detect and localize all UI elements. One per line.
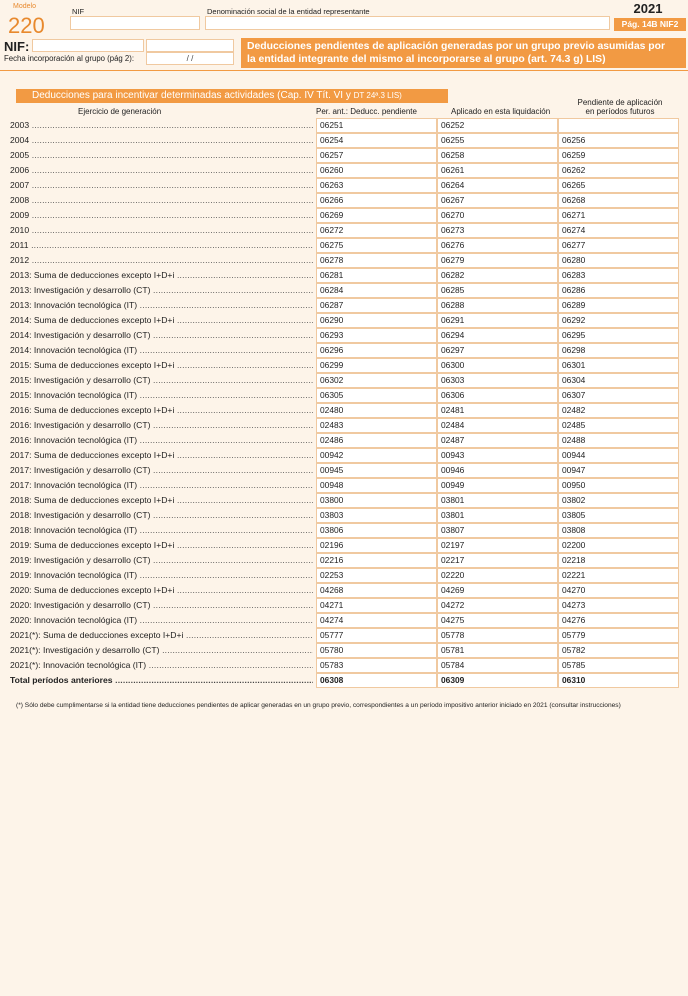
col-header-ejercicio: Ejercicio de generación xyxy=(78,107,162,116)
aplicado-cell[interactable]: 06273 xyxy=(437,223,558,238)
row-label: 2010 ..... xyxy=(10,223,313,238)
aplicado-cell[interactable]: 06276 xyxy=(437,238,558,253)
per-ant-cell[interactable]: 03800 xyxy=(316,493,437,508)
aplicado-cell[interactable]: 06300 xyxy=(437,358,558,373)
pendiente-cell[interactable]: 05779 xyxy=(558,628,679,643)
table-row xyxy=(10,478,679,493)
aplicado-cell[interactable]: 00946 xyxy=(437,463,558,478)
per-ant-cell[interactable]: 06254 xyxy=(316,133,437,148)
aplicado-cell[interactable]: 06279 xyxy=(437,253,558,268)
pendiente-cell[interactable] xyxy=(558,118,679,133)
aplicado-cell[interactable]: 04275 xyxy=(437,613,558,628)
pendiente-cell[interactable]: 06304 xyxy=(558,373,679,388)
pendiente-cell[interactable]: 02488 xyxy=(558,433,679,448)
pendiente-cell[interactable]: 03802 xyxy=(558,493,679,508)
row-label: 2021(*): Investigación y desarrollo (CT) ..... xyxy=(10,643,313,658)
page-label: Pág. 14B NIF2 xyxy=(614,18,686,31)
aplicado-cell[interactable]: 06309 xyxy=(437,673,558,688)
pendiente-cell[interactable]: 00944 xyxy=(558,448,679,463)
per-ant-cell[interactable]: 02253 xyxy=(316,568,437,583)
row-label: 2006 ..... xyxy=(10,163,313,178)
table-row xyxy=(10,358,679,373)
per-ant-cell[interactable]: 02486 xyxy=(316,433,437,448)
row-label: 2017: Investigación y desarrollo (CT) ..... xyxy=(10,463,313,478)
aplicado-cell[interactable]: 06285 xyxy=(437,283,558,298)
table-row xyxy=(10,418,679,433)
aplicado-cell[interactable]: 02487 xyxy=(437,433,558,448)
nif-field-extra[interactable] xyxy=(146,39,234,52)
table-row xyxy=(10,508,679,523)
pendiente-cell[interactable]: 05782 xyxy=(558,643,679,658)
row-label: 2015: Investigación y desarrollo (CT) ..... xyxy=(10,373,313,388)
modelo-number: 220 xyxy=(8,13,45,38)
pendiente-cell[interactable]: 02485 xyxy=(558,418,679,433)
table-row xyxy=(10,313,679,328)
nif-label: NIF: xyxy=(4,39,30,54)
fecha-label: Fecha incorporación al grupo (pág 2): xyxy=(4,54,135,63)
row-label: 2017: Innovación tecnológica (IT) ..... xyxy=(10,478,313,493)
pendiente-cell[interactable]: 03808 xyxy=(558,523,679,538)
pendiente-cell[interactable]: 06298 xyxy=(558,343,679,358)
table-row xyxy=(10,448,679,463)
table-row xyxy=(10,223,679,238)
per-ant-cell[interactable]: 03803 xyxy=(316,508,437,523)
table-row xyxy=(10,628,679,643)
modelo-label: Modelo xyxy=(13,3,36,10)
table-row xyxy=(10,148,679,163)
aplicado-cell[interactable]: 05784 xyxy=(437,658,558,673)
row-label: 2003 ..... xyxy=(10,118,313,133)
table-row xyxy=(10,523,679,538)
col-header-aplicado: Aplicado en esta liquidación xyxy=(451,107,551,116)
per-ant-cell[interactable]: 04271 xyxy=(316,598,437,613)
per-ant-cell[interactable]: 06251 xyxy=(316,118,437,133)
per-ant-cell[interactable]: 06272 xyxy=(316,223,437,238)
aplicado-cell[interactable]: 06258 xyxy=(437,148,558,163)
table-row xyxy=(10,658,679,673)
pendiente-cell[interactable]: 06256 xyxy=(558,133,679,148)
per-ant-cell[interactable]: 06257 xyxy=(316,148,437,163)
row-label: 2018: Innovación tecnológica (IT) ..... xyxy=(10,523,313,538)
total-row xyxy=(10,673,679,688)
table-row xyxy=(10,178,679,193)
row-label: 2005 ..... xyxy=(10,148,313,163)
year: 2021 xyxy=(633,1,663,16)
pendiente-cell[interactable]: 02218 xyxy=(558,553,679,568)
per-ant-cell[interactable]: 02196 xyxy=(316,538,437,553)
aplicado-cell[interactable]: 06288 xyxy=(437,298,558,313)
pendiente-cell[interactable]: 04270 xyxy=(558,583,679,598)
table-row xyxy=(10,133,679,148)
pendiente-cell[interactable]: 05785 xyxy=(558,658,679,673)
per-ant-cell[interactable]: 06296 xyxy=(316,343,437,358)
per-ant-cell[interactable]: 05780 xyxy=(316,643,437,658)
table-row xyxy=(10,598,679,613)
pendiente-cell[interactable]: 03805 xyxy=(558,508,679,523)
title-line-1: Deducciones pendientes de aplicación generadas por un grupo previo asumidas por xyxy=(247,41,666,52)
per-ant-cell[interactable]: 02480 xyxy=(316,403,437,418)
aplicado-cell[interactable]: 06282 xyxy=(437,268,558,283)
nif-small-label: NIF xyxy=(72,7,85,16)
pendiente-cell[interactable]: 02200 xyxy=(558,538,679,553)
row-label: 2011 ..... xyxy=(10,238,313,253)
footnote: (*) Sólo debe cumplimentarse si la entidad tiene deducciones pendientes de aplicar generadas en un grupo previo, correspondientes a un período impositivo anterior iniciado en 2021 (consultar instrucciones) xyxy=(16,702,621,709)
row-label: 2009 ..... xyxy=(10,208,313,223)
row-label: 2019: Investigación y desarrollo (CT) ..... xyxy=(10,553,313,568)
per-ant-cell[interactable]: 05777 xyxy=(316,628,437,643)
aplicado-cell[interactable]: 06264 xyxy=(437,178,558,193)
table-row xyxy=(10,283,679,298)
per-ant-cell[interactable]: 05783 xyxy=(316,658,437,673)
aplicado-cell[interactable]: 02217 xyxy=(437,553,558,568)
row-label: 2018: Suma de deducciones excepto I+D+i ..... xyxy=(10,493,313,508)
pendiente-cell[interactable]: 06280 xyxy=(558,253,679,268)
row-label: 2015: Innovación tecnológica (IT) ..... xyxy=(10,388,313,403)
row-label: 2012 ..... xyxy=(10,253,313,268)
col-header-per-ant: Per. ant.: Deducc. pendiente xyxy=(316,107,417,116)
table-row xyxy=(10,328,679,343)
table-row xyxy=(10,238,679,253)
table-row xyxy=(10,118,679,133)
pendiente-cell[interactable]: 06262 xyxy=(558,163,679,178)
denominacion-field[interactable] xyxy=(205,16,610,30)
section-title xyxy=(16,89,448,103)
table-row xyxy=(10,583,679,598)
per-ant-cell[interactable]: 00948 xyxy=(316,478,437,493)
aplicado-cell[interactable]: 06294 xyxy=(437,328,558,343)
pendiente-cell[interactable]: 02482 xyxy=(558,403,679,418)
per-ant-cell[interactable]: 02216 xyxy=(316,553,437,568)
section-title-suffix: DT 24ª.3 LIS) xyxy=(353,91,402,100)
per-ant-cell[interactable]: 02483 xyxy=(316,418,437,433)
aplicado-cell[interactable]: 02197 xyxy=(437,538,558,553)
aplicado-cell[interactable]: 03801 xyxy=(437,508,558,523)
pendiente-cell[interactable]: 06274 xyxy=(558,223,679,238)
aplicado-cell[interactable]: 02220 xyxy=(437,568,558,583)
per-ant-cell[interactable]: 06287 xyxy=(316,298,437,313)
row-label: 2014: Innovación tecnológica (IT) ..... xyxy=(10,343,313,358)
pendiente-cell[interactable]: 06271 xyxy=(558,208,679,223)
table-row xyxy=(10,553,679,568)
pendiente-cell[interactable]: 06292 xyxy=(558,313,679,328)
aplicado-cell[interactable]: 03801 xyxy=(437,493,558,508)
row-label: 2007 ..... xyxy=(10,178,313,193)
per-ant-cell[interactable]: 06266 xyxy=(316,193,437,208)
per-ant-cell[interactable]: 06305 xyxy=(316,388,437,403)
row-label: 2017: Suma de deducciones excepto I+D+i ..... xyxy=(10,448,313,463)
aplicado-cell[interactable]: 05778 xyxy=(437,628,558,643)
total-label: Total períodos anteriores ..... xyxy=(10,673,313,688)
fecha-incorporacion-field[interactable]: / / xyxy=(146,52,234,65)
per-ant-cell[interactable]: 06260 xyxy=(316,163,437,178)
table-row xyxy=(10,493,679,508)
per-ant-cell[interactable]: 06290 xyxy=(316,313,437,328)
form-title xyxy=(241,38,686,68)
aplicado-cell[interactable]: 00949 xyxy=(437,478,558,493)
per-ant-cell[interactable]: 06275 xyxy=(316,238,437,253)
per-ant-cell[interactable]: 06308 xyxy=(316,673,437,688)
per-ant-cell[interactable]: 00942 xyxy=(316,448,437,463)
per-ant-cell[interactable]: 03806 xyxy=(316,523,437,538)
table-row xyxy=(10,568,679,583)
row-label: 2019: Innovación tecnológica (IT) ..... xyxy=(10,568,313,583)
table-row xyxy=(10,433,679,448)
col-header-pendiente xyxy=(560,98,680,116)
nif-field[interactable] xyxy=(32,39,144,52)
aplicado-cell[interactable]: 04272 xyxy=(437,598,558,613)
table-row xyxy=(10,253,679,268)
row-label: 2008 ..... xyxy=(10,193,313,208)
row-label: 2020: Investigación y desarrollo (CT) ..... xyxy=(10,598,313,613)
header-divider xyxy=(0,70,688,71)
row-label: 2013: Innovación tecnológica (IT) ..... xyxy=(10,298,313,313)
pendiente-cell[interactable]: 06307 xyxy=(558,388,679,403)
table-row xyxy=(10,163,679,178)
table-row xyxy=(10,403,679,418)
table-row xyxy=(10,343,679,358)
row-label: 2020: Innovación tecnológica (IT) ..... xyxy=(10,613,313,628)
per-ant-cell[interactable]: 06263 xyxy=(316,178,437,193)
row-label: 2016: Investigación y desarrollo (CT) ..... xyxy=(10,418,313,433)
pendiente-cell[interactable]: 06265 xyxy=(558,178,679,193)
table-row xyxy=(10,268,679,283)
per-ant-cell[interactable]: 06278 xyxy=(316,253,437,268)
pendiente-cell[interactable]: 02221 xyxy=(558,568,679,583)
pendiente-cell[interactable]: 06310 xyxy=(558,673,679,688)
per-ant-cell[interactable]: 06302 xyxy=(316,373,437,388)
per-ant-cell[interactable]: 04274 xyxy=(316,613,437,628)
row-label: 2021(*): Suma de deducciones excepto I+D+i ..... xyxy=(10,628,313,643)
row-label: 2014: Suma de deducciones excepto I+D+i ..... xyxy=(10,313,313,328)
nif-representante-field[interactable] xyxy=(70,16,200,30)
table-row xyxy=(10,208,679,223)
col-header-pendiente-line2: en períodos futuros xyxy=(585,107,655,116)
pendiente-cell[interactable]: 06259 xyxy=(558,148,679,163)
col-header-pendiente-line1: Pendiente de aplicación xyxy=(577,98,663,107)
per-ant-cell[interactable]: 06281 xyxy=(316,268,437,283)
table-row xyxy=(10,373,679,388)
pendiente-cell[interactable]: 06268 xyxy=(558,193,679,208)
row-label: 2016: Innovación tecnológica (IT) ..... xyxy=(10,433,313,448)
per-ant-cell[interactable]: 04268 xyxy=(316,583,437,598)
pendiente-cell[interactable]: 06286 xyxy=(558,283,679,298)
aplicado-cell[interactable]: 04269 xyxy=(437,583,558,598)
pendiente-cell[interactable]: 06301 xyxy=(558,358,679,373)
row-label: 2004 ..... xyxy=(10,133,313,148)
pendiente-cell[interactable]: 06283 xyxy=(558,268,679,283)
aplicado-cell[interactable]: 05781 xyxy=(437,643,558,658)
aplicado-cell[interactable]: 06270 xyxy=(437,208,558,223)
aplicado-cell[interactable]: 06252 xyxy=(437,118,558,133)
row-label: 2020: Suma de deducciones excepto I+D+i ..... xyxy=(10,583,313,598)
per-ant-cell[interactable]: 06299 xyxy=(316,358,437,373)
table-row xyxy=(10,538,679,553)
aplicado-cell[interactable]: 03807 xyxy=(437,523,558,538)
aplicado-cell[interactable]: 06291 xyxy=(437,313,558,328)
pendiente-cell[interactable]: 00947 xyxy=(558,463,679,478)
row-label: 2015: Suma de deducciones excepto I+D+i ..... xyxy=(10,358,313,373)
denominacion-label: Denominación social de la entidad representante xyxy=(207,7,370,16)
row-label: 2014: Investigación y desarrollo (CT) ..... xyxy=(10,328,313,343)
row-label: 2016: Suma de deducciones excepto I+D+i ..... xyxy=(10,403,313,418)
per-ant-cell[interactable]: 00945 xyxy=(316,463,437,478)
pendiente-cell[interactable]: 00950 xyxy=(558,478,679,493)
row-label: 2019: Suma de deducciones excepto I+D+i ..... xyxy=(10,538,313,553)
per-ant-cell[interactable]: 06284 xyxy=(316,283,437,298)
aplicado-cell[interactable]: 06306 xyxy=(437,388,558,403)
table-row xyxy=(10,298,679,313)
title-line-2: la entidad integrante del mismo al incorporarse al grupo (art. 74.3 g) LIS) xyxy=(247,54,606,65)
row-label: 2018: Investigación y desarrollo (CT) ..... xyxy=(10,508,313,523)
aplicado-cell[interactable]: 06297 xyxy=(437,343,558,358)
per-ant-cell[interactable]: 06293 xyxy=(316,328,437,343)
pendiente-cell[interactable]: 04276 xyxy=(558,613,679,628)
table-row xyxy=(10,193,679,208)
row-label: 2021(*): Innovación tecnológica (IT) ..... xyxy=(10,658,313,673)
pendiente-cell[interactable]: 06289 xyxy=(558,298,679,313)
aplicado-cell[interactable]: 02484 xyxy=(437,418,558,433)
table-row xyxy=(10,613,679,628)
aplicado-cell[interactable]: 06255 xyxy=(437,133,558,148)
aplicado-cell[interactable]: 06303 xyxy=(437,373,558,388)
table-row xyxy=(10,643,679,658)
row-label: 2013: Investigación y desarrollo (CT) ..... xyxy=(10,283,313,298)
row-label: 2013: Suma de deducciones excepto I+D+i ..... xyxy=(10,268,313,283)
aplicado-cell[interactable]: 06267 xyxy=(437,193,558,208)
aplicado-cell[interactable]: 02481 xyxy=(437,403,558,418)
aplicado-cell[interactable]: 06261 xyxy=(437,163,558,178)
aplicado-cell[interactable]: 00943 xyxy=(437,448,558,463)
pendiente-cell[interactable]: 06295 xyxy=(558,328,679,343)
per-ant-cell[interactable]: 06269 xyxy=(316,208,437,223)
table-row xyxy=(10,463,679,478)
section-title-main: Deducciones para incentivar determinadas actividades (Cap. IV Tít. VI y xyxy=(32,90,351,101)
table-row xyxy=(10,388,679,403)
pendiente-cell[interactable]: 04273 xyxy=(558,598,679,613)
pendiente-cell[interactable]: 06277 xyxy=(558,238,679,253)
